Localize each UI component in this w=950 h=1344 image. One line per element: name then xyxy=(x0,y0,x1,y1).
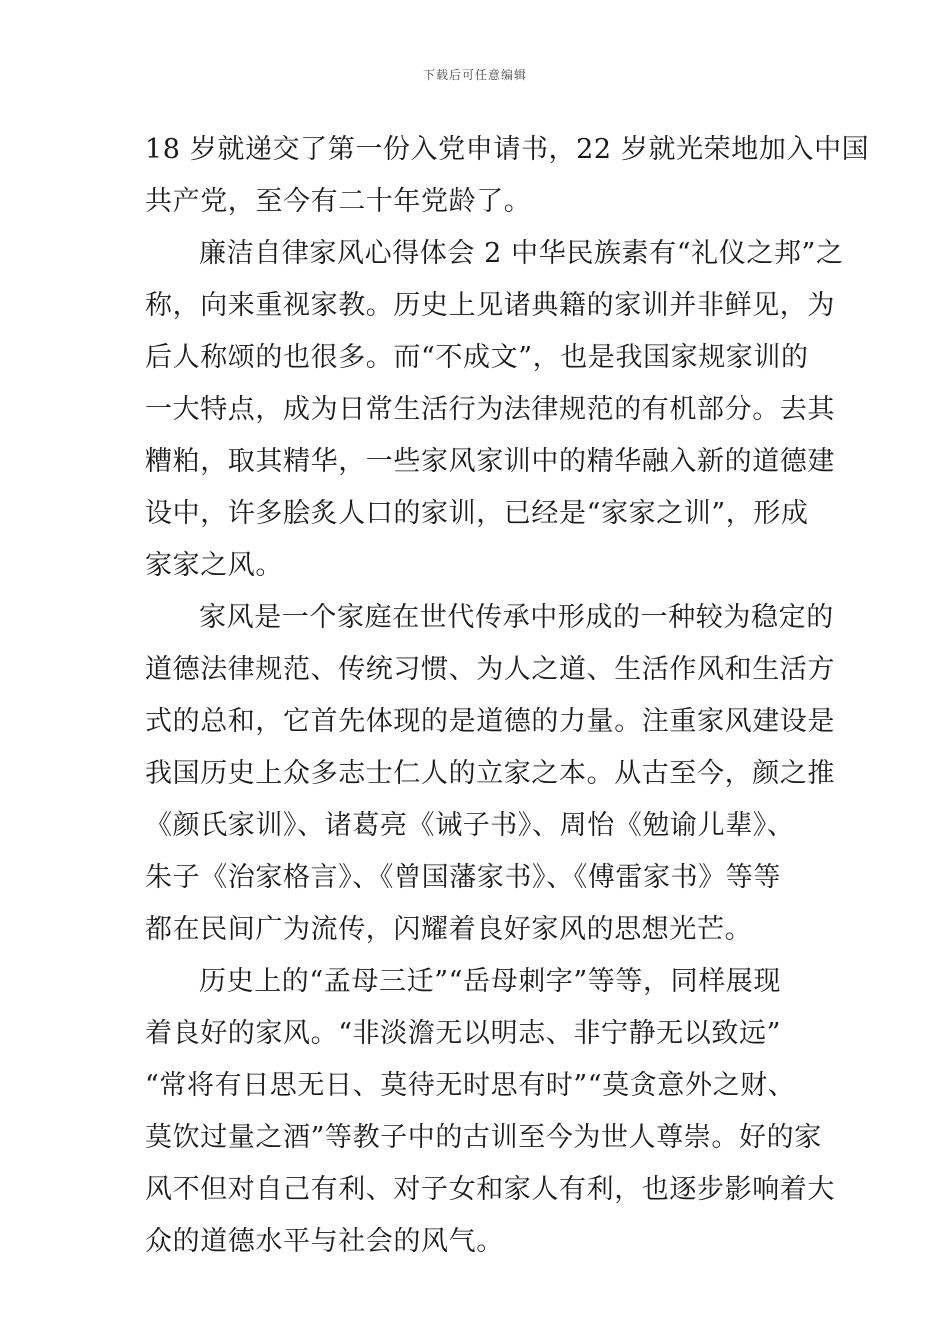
text-line: 廉洁自律家风心得体会 2 中华民族素有“礼仪之邦”之 xyxy=(199,238,844,269)
text-line: 道德法律规范、传统习惯、为人之道、生活作风和生活方 xyxy=(145,654,835,685)
text-line: 18 岁就递交了第一份入党申请书，22 岁就光荣地加入中国 xyxy=(145,134,870,165)
text-line: 后人称颂的也很多。而“不成文”，也是我国家规家训的 xyxy=(145,342,809,373)
text-line: 一大特点，成为日常生活行为法律规范的有机部分。去其 xyxy=(145,394,835,425)
text-line: 家风是一个家庭在世代传承中形成的一种较为稳定的 xyxy=(199,602,834,633)
text-line: 共产党，至今有二十年党龄了。 xyxy=(145,186,532,217)
text-line: 风不但对自己有利、对子女和家人有利，也逐步影响着大 xyxy=(145,1174,835,1205)
text-line: “常将有日思无日、莫待无时思有时”“莫贪意外之财、 xyxy=(145,1070,796,1101)
text-line: 我国历史上众多志士仁人的立家之本。从古至今，颜之推 xyxy=(145,758,835,789)
paragraph-4 xyxy=(145,956,835,1268)
text-line: 《颜氏家训》、诸葛亮《诫子书》、周怡《勉谕儿辈》、 xyxy=(145,810,795,841)
page-header: 下载后可任意编辑 xyxy=(422,68,527,82)
text-line: 莫饮过量之酒”等教子中的古训至今为世人尊崇。好的家 xyxy=(145,1122,822,1153)
text-line: 众的道德水平与社会的风气。 xyxy=(145,1226,504,1257)
text-line: 着良好的家风。“非淡澹无以明志、非宁静无以致远” xyxy=(145,1018,782,1049)
text-line: 都在民间广为流传，闪耀着良好家风的思想光芒。 xyxy=(145,914,753,945)
text-line: 朱子《治家格言》、《曾国藩家书》、《傅雷家书》等等 xyxy=(145,862,781,893)
text-line: 糟粕，取其精华，一些家风家训中的精华融入新的道德建 xyxy=(145,446,835,477)
text-line: 设中，许多脍炙人口的家训，已经是“家家之训”，形成 xyxy=(145,498,809,529)
text-line: 历史上的“孟母三迁”“岳母刺字”等等，同样展现 xyxy=(199,966,782,997)
paragraph-2 xyxy=(145,228,844,592)
text-line: 式的总和，它首先体现的是道德的力量。注重家风建设是 xyxy=(145,706,835,737)
paragraph-1 xyxy=(145,124,870,228)
document-body xyxy=(145,124,870,1268)
text-line: 称，向来重视家教。历史上见诸典籍的家训并非鲜见，为 xyxy=(145,290,835,321)
paragraph-3 xyxy=(145,592,835,956)
text-line: 家家之风。 xyxy=(145,550,283,581)
